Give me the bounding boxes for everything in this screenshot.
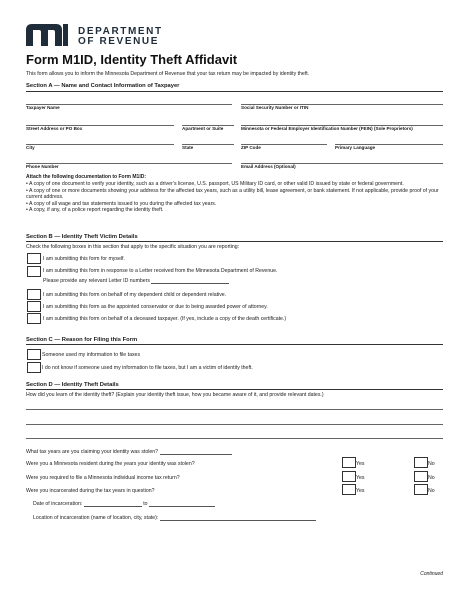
- org-line-2: OF REVENUE: [78, 36, 160, 47]
- attach-heading: Attach the following documentation to Form M1ID:: [26, 174, 146, 180]
- answer-line[interactable]: [26, 424, 443, 425]
- incarceration-date-label: Date of incarceration:: [33, 501, 83, 507]
- state-field[interactable]: [182, 144, 234, 145]
- incarceration-location-row: [33, 515, 316, 521]
- section-c-rule: [26, 344, 443, 345]
- apt-field[interactable]: [182, 125, 234, 126]
- section-c-heading: Section C — Reason for Filing this Form: [26, 337, 138, 343]
- org-line-1: DEPARTMENT: [78, 26, 163, 37]
- identity-theft-question: How did you learn of the identity theft? (Explain your identity theft issue, how you became aware of it, and provide relevant dates.): [26, 392, 324, 398]
- letter-id-field[interactable]: [151, 278, 229, 284]
- reason-unknown-checkbox[interactable]: [27, 362, 41, 373]
- section-a-rule: [26, 91, 443, 92]
- section-d-rule: [26, 389, 443, 390]
- mn-id-field[interactable]: [241, 125, 443, 126]
- option-conservator-checkbox[interactable]: [27, 301, 41, 312]
- attach-list: [26, 181, 446, 214]
- language-label: Primary Language: [335, 145, 376, 150]
- incarceration-to-label: to: [143, 501, 148, 507]
- taxpayer-name-field[interactable]: [26, 104, 232, 105]
- resident-question: Were you a Minnesota resident during the years your identity was stolen?: [26, 461, 195, 467]
- required-question: Were you required to file a Minnesota individual income tax return?: [26, 475, 180, 481]
- attach-bullet-text: A copy of one or more documents showing your address for the affected tax years, such as a utility bill, lease agreement, or bank statement. If not applicable, provide proof of your current address.: [26, 187, 439, 201]
- option-letter-checkbox[interactable]: [27, 266, 41, 277]
- incarceration-end-field[interactable]: [149, 501, 215, 507]
- continued-note: Continued: [420, 571, 443, 577]
- required-yes-label: Yes: [356, 475, 365, 481]
- section-b-heading: Section B — Identity Theft Victim Details: [26, 234, 138, 240]
- section-a-heading: Section A — Name and Contact Information of Taxpayer: [26, 83, 180, 89]
- email-label: Email Address (Optional): [241, 164, 296, 169]
- letter-id-prompt-text: Please provide any relevant Letter ID numbers: [43, 278, 150, 284]
- form-title: Form M1ID, Identity Theft Affidavit: [26, 52, 238, 67]
- incarcerated-no-checkbox[interactable]: [414, 484, 428, 495]
- option-deceased-checkbox[interactable]: [27, 313, 41, 324]
- option-deceased-label: I am submitting this form on behalf of a deceased taxpayer. (If yes, include a copy of the death certificate.): [43, 316, 287, 322]
- letter-id-prompt: [43, 278, 229, 284]
- reason-unknown-label: I do not know if someone used my information to file taxes, but I am a victim of identity theft.: [42, 365, 253, 371]
- incarcerated-yes-label: Yes: [356, 488, 365, 494]
- incarcerated-question: Were you incarcerated during the tax years in question?: [26, 488, 155, 494]
- incarcerated-no-label: No: [428, 488, 435, 494]
- option-dependent-checkbox[interactable]: [27, 289, 41, 300]
- apt-label: Apartment or Suite: [182, 126, 224, 131]
- required-no-label: No: [428, 475, 435, 481]
- section-d-heading: Section D — Identity Theft Details: [26, 382, 119, 388]
- mn-id-label: Minnesota or Federal Employer Identification Number (FEIN) (Sole Proprietors): [241, 126, 413, 131]
- city-label: City: [26, 145, 35, 150]
- tax-years-field[interactable]: [160, 449, 232, 455]
- attach-bullet-text: A copy, if any, of a police report regarding the identity theft.: [28, 207, 164, 214]
- attach-bullet-text: A copy of one document to verify your identity, such as a driver’s license, U.S. passport, US Military ID card, or other valid ID issued by state or federal government.: [28, 181, 404, 187]
- city-field[interactable]: [26, 144, 174, 145]
- street-label: Street Address or PO Box: [26, 126, 83, 131]
- ssn-label: Social Security Number or ITIN: [241, 105, 309, 110]
- phone-label: Phone Number: [26, 164, 59, 169]
- required-yes-checkbox[interactable]: [342, 471, 356, 482]
- option-myself-checkbox[interactable]: [27, 253, 41, 264]
- email-field[interactable]: [241, 163, 443, 164]
- reason-used-label: Someone used my information to file taxes: [42, 352, 141, 358]
- attach-bullet: • A copy of all wage and tax statements issued to you during the affected tax years.: [26, 200, 217, 207]
- form-intro: This form allows you to inform the Minnesota Department of Revenue that your tax return may be impacted by identity theft.: [26, 71, 310, 77]
- phone-field[interactable]: [26, 163, 232, 164]
- street-field[interactable]: [26, 125, 174, 126]
- attach-bullet-text: A copy of all wage and tax statements issued to you during the affected tax years.: [28, 200, 217, 207]
- resident-yes-label: Yes: [356, 461, 365, 467]
- option-myself-label: I am submitting this form for myself.: [43, 256, 125, 262]
- incarceration-location-label: Location of incarceration (name of location, city, state):: [33, 515, 159, 521]
- option-conservator-label: I am submitting this form as the appointed conservator or due to being awarded power of attorney.: [43, 304, 268, 310]
- attach-bullet: • A copy, if any, of a police report regarding the identity theft.: [26, 207, 164, 214]
- tax-years-question-text: What tax years are you claiming your identity was stolen?: [26, 449, 159, 455]
- resident-no-label: No: [428, 461, 435, 467]
- resident-yes-checkbox[interactable]: [342, 457, 356, 468]
- zip-label: ZIP Code: [241, 145, 261, 150]
- option-letter-label: I am submitting this form in response to a Letter received from the Minnesota Department of Revenue.: [43, 268, 278, 274]
- section-b-rule: [26, 241, 443, 242]
- incarceration-start-field[interactable]: [84, 501, 142, 507]
- tax-years-question: [26, 449, 232, 455]
- mn-revenue-logo: [26, 24, 68, 46]
- attach-bullet: • A copy of one document to verify your identity, such as a driver’s license, U.S. passport, US Military ID card, or other valid ID issued by state or federal government.: [26, 181, 404, 187]
- section-b-instruction: Check the following boxes in this section that apply to the specific situation you are reporting:: [26, 244, 240, 250]
- language-field[interactable]: [335, 144, 443, 145]
- attach-bullet: • A copy of one or more documents showing your address for the affected tax years, such as a utility bill, lease agreement, or bank statement. If not applicable, provide proof of your current address.: [26, 187, 439, 201]
- zip-field[interactable]: [241, 144, 327, 145]
- incarceration-date-row: [33, 501, 215, 507]
- incarceration-location-field[interactable]: [160, 515, 316, 521]
- taxpayer-name-label: Taxpayer Name: [26, 105, 60, 110]
- required-no-checkbox[interactable]: [414, 471, 428, 482]
- org-name: [78, 27, 163, 47]
- resident-no-checkbox[interactable]: [414, 457, 428, 468]
- state-label: State: [182, 145, 194, 150]
- answer-line[interactable]: [26, 438, 443, 439]
- option-dependent-label: I am submitting this form on behalf of my dependent child or dependent relative.: [43, 292, 227, 298]
- ssn-field[interactable]: [241, 104, 443, 105]
- incarcerated-yes-checkbox[interactable]: [342, 484, 356, 495]
- answer-line[interactable]: [26, 409, 443, 410]
- reason-used-checkbox[interactable]: [27, 349, 41, 360]
